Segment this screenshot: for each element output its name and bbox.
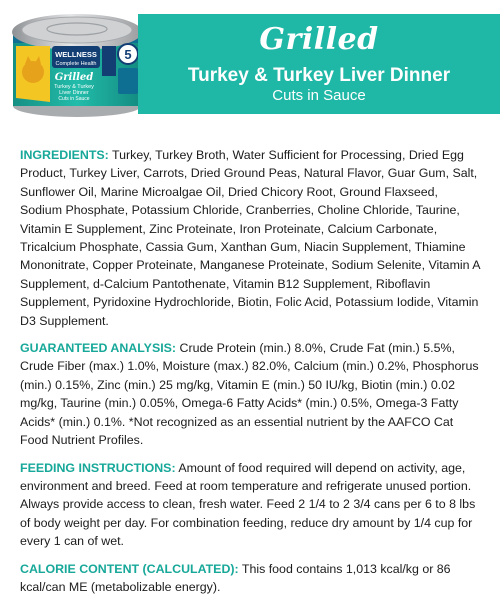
can-grilled: Grilled xyxy=(54,72,94,83)
product-header xyxy=(0,0,500,124)
label-content xyxy=(20,146,482,605)
ingredients-label: INGREDIENTS: xyxy=(20,148,109,162)
calorie-content-label: CALORIE CONTENT (CALCULATED): xyxy=(20,561,239,576)
can-brand: WELLNESS xyxy=(55,50,97,59)
can-product-line: Liver Dinner xyxy=(59,90,89,96)
can-product-line: Cuts in Sauce xyxy=(58,96,90,102)
cat-food-can-icon xyxy=(2,2,152,120)
can-brand-sub: Complete Health xyxy=(55,61,97,67)
product-name: Turkey & Turkey Liver Dinner xyxy=(187,65,451,86)
feeding-instructions-section xyxy=(20,459,482,551)
guaranteed-analysis-label: GUARANTEED ANALYSIS: xyxy=(20,341,177,356)
can-badge-number: 5 xyxy=(124,47,132,62)
can-product-line: Turkey & Turkey xyxy=(54,84,94,90)
banner-script-title: Grilled xyxy=(259,22,379,57)
product-subtitle: Cuts in Sauce xyxy=(272,87,366,104)
title-banner xyxy=(138,14,500,114)
product-can-image xyxy=(2,2,152,120)
calorie-content-section xyxy=(20,560,482,597)
ingredients-section xyxy=(20,146,482,330)
feeding-instructions-label: FEEDING INSTRUCTIONS: xyxy=(20,460,176,475)
guaranteed-analysis-text: Crude Protein (min.) 8.0%, Crude Fat (min.) 5.5%, Crude Fiber (max.) 1.0%, Moisture (max.) 82.0%, Calcium (min.) 0.2%, Phosphorus (min.) 0.15%, Zinc (min.) 25 mg/kg, Vitamin E (min.) 50 IU/kg, Biotin (min.) 0.02 mg/kg, Taurine (min.) 0.05%, Omega-6 Fatty Acids* (min.) 0.5%, Omega-3 Fatty Acids* (min.) 0.1%. *Not recognized as an essential nutrient by the AAFCO Cat Food Nutrient Profiles. xyxy=(20,341,479,448)
calorie-content-text: This food contains 1,013 kcal/kg or 86 kcal/can ME (metabolizable energy). xyxy=(20,561,451,594)
feeding-instructions-text: Amount of food required will depend on activity, age, environment and breed. Feed at room temperature and refrigerate unused portion. Always provide access to clean, fresh water. Feed 2 1/4 to 2 3/4 cans per 6 to 8 lbs of body weight per day. For combination feeding, reduce dry amount by 1/4 cup for every 1 can of wet. xyxy=(20,460,476,549)
ingredients-text: Turkey, Turkey Broth, Water Sufficient for Processing, Dried Egg Product, Turkey Liver, Carrots, Dried Ground Peas, Natural Flavor, Guar Gum, Salt, Sunflower Oil, Marine Microalgae Oil, Dried Chicory Root, Ground Flaxseed, Sodium Phosphate, Potassium Chloride, Cranberries, Choline Chloride, Taurine, Vitamin E Supplement, Zinc Proteinate, Iron Proteinate, Calcium Carbonate, Tricalcium Phosphate, Cassia Gum, Xanthan Gum, Niacin Supplement, Thiamine Mononitrate, Copper Proteinate, Manganese Proteinate, Sodium Selenite, Vitamin A Supplement, d-Calcium Pantothenate, Vitamin B12 Supplement, Riboflavin Supplement, Pyridoxine Hydrochloride, Biotin, Folic Acid, Potassium Iodide, Vitamin D3 Supplement. xyxy=(20,148,480,328)
guaranteed-analysis-section xyxy=(20,339,482,449)
